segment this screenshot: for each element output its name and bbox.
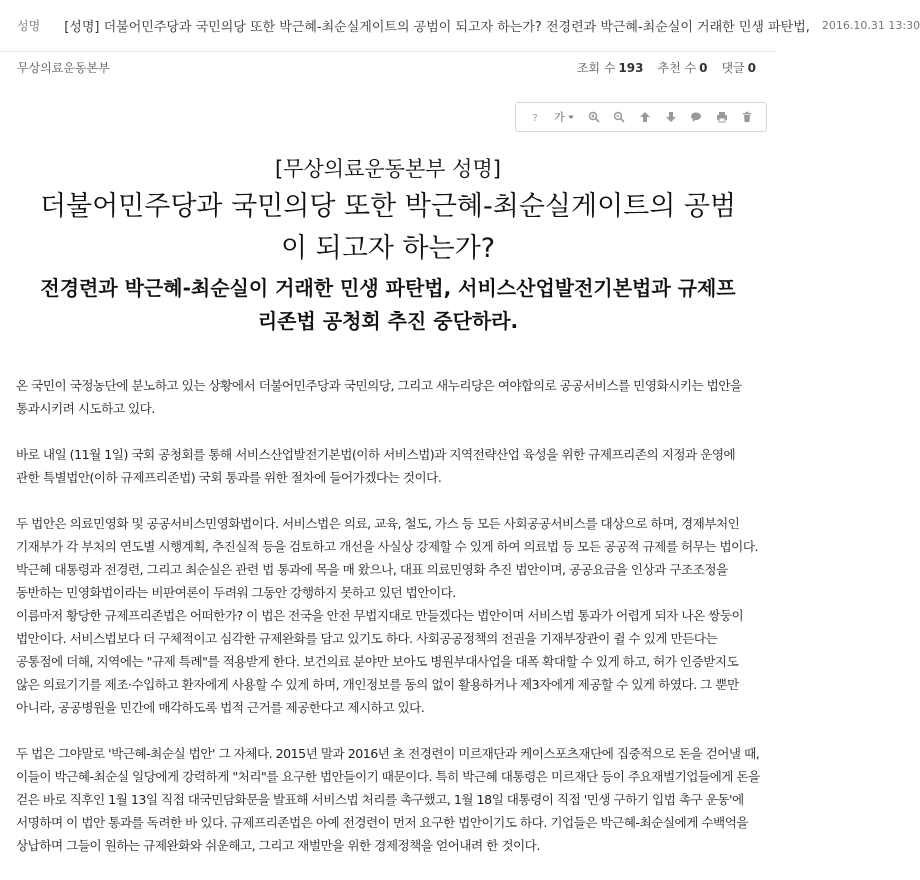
statement-org-heading: [무상의료운동본부 성명]: [275, 157, 501, 181]
comment-icon[interactable]: [684, 105, 708, 129]
post-category[interactable]: 성명: [17, 19, 41, 33]
views-stat: [577, 59, 644, 76]
statement-subheading: 전경련과 박근혜-최순실이 거래한 민생 파탄법, 서비스산업발전기본법과 규제프리존법 공청회 추진 중단하라.: [40, 276, 736, 333]
zoom-out-icon[interactable]: [607, 105, 631, 129]
print-icon[interactable]: [710, 105, 734, 129]
likes-stat: [658, 59, 708, 76]
post-title[interactable]: [성명] 더불어민주당과 국민의당 또한 박근혜-최순실게이트의 공범이 되고자 하는가? 전경련과 박근혜-최순실이 거래한 민생 파탄법,: [64, 20, 810, 35]
paragraph: 두 법은 그야말로 '박근혜-최순실 법안' 그 자체다. 2015년 말과 2016년 초 전경련이 미르재단과 케이스포츠재단에 집중적으로 돈을 걷어낼 때, 이들이 박근혜-최순실 일당에게 강력하게 "처리"를 요구한 법안들이기 때문이다. 특히 박근혜 대통령은 미르재단 등이 주요재벌기업들에게 돈을 걷은 바로 직후인 1월 13일 직접 대국민담화문을 발표해 서비스법 처리를 촉구했고, 1월 18일 대통령이 직접 '민생 구하기 입법 촉구 운동'에 서명하며 이 법안 통과를 독려한 바 있다. 규제프리존법은 아예 전경련이 먼저 요구한 법안이기도 하다. 기업들은 박근혜-최순실에게 수백억을 상납하며 그들이 원하는 규제완화와 쉬운해고, 그리고 재벌만을 위한 경제정책을 얻어내려 한 것이다.: [16, 746, 760, 853]
paragraph: 바로 내일 (11월 1일) 국회 공청회를 통해 서비스산업발전기본법(이하 서비스법)과 지역전략산업 육성을 위한 규제프리존의 지정과 운영에 관한 특별법안(이하 규제프리존법) 국회 통과를 위한 절차에 들어가겠다는 것이다.: [16, 447, 736, 485]
likes-label: 추천 수: [657, 61, 697, 75]
svg-text:?: ?: [532, 113, 538, 124]
comments-count: 0: [747, 61, 756, 75]
arrow-down-icon[interactable]: [659, 105, 683, 129]
delete-icon[interactable]: [735, 105, 759, 129]
caret-down-icon: [567, 113, 575, 121]
comments-label: 댓글: [721, 61, 745, 75]
font-size-label: 가: [553, 111, 565, 124]
views-label: 조회 수: [576, 61, 616, 75]
likes-count: 0: [699, 61, 708, 75]
help-icon[interactable]: [523, 105, 547, 129]
article-body: [16, 374, 761, 880]
statement-main-heading: 더불어민주당과 국민의당 또한 박근혜-최순실게이트의 공범이 되고자 하는가?: [39, 191, 737, 264]
document-toolbar: [515, 102, 767, 132]
font-size-dropdown[interactable]: [548, 105, 580, 129]
arrow-up-icon[interactable]: [633, 105, 657, 129]
paragraph: 이름마저 황당한 규제프리존법은 어떠한가? 이 법은 전국을 안전 무법지대로 만들겠다는 법안이며 서비스법 통과가 어렵게 되자 나온 쌍둥이 법안이다. 서비스법보다 더 구체적이고 심각한 규제완화를 담고 있기도 하다. 사회공공정책의 전권을 기재부장관이 쥘 수 있게 만든다는 공통점에 더해, 지역에는 "규제 특례"를 적용받게 한다. 보건의료 분야만 보아도 병원부대사업을 대폭 확대할 수 있게 하고, 허가 인증받지도 않은 의료기기를 제조·수입하고 환자에게 사용할 수 있게 하며, 개인정보를 동의 없이 활용하거나 제3자에게 제공할 수 있게 하였다. 그 뿐만 아니라, 공공병원을 민간에 매각하도록 법적 근거를 제공한다고 제시하고 있다.: [16, 608, 744, 715]
post-meta-bar: [0, 52, 776, 83]
paragraph: 두 법안은 의료민영화 및 공공서비스민영화법이다. 서비스법은 의료, 교육, 철도, 가스 등 모든 사회공공서비스를 대상으로 하며, 경제부처인 기재부가 각 부처의 연도별 시행계획, 추진실적 등을 검토하고 개선을 사실상 강제할 수 있게 하여 의료법 등 모든 공공적 규제를 허무는 법이다. 박근혜 대통령과 전경련, 그리고 최순실은 관련 법 통과에 목을 매 왔으나, 대표 의료민영화 추진 법안이며, 공공요금을 인상과 구조조정을 동반하는 민영화법이라는 비판여론이 두려워 그동안 강행하지 못하고 있던 법안이다.: [16, 516, 759, 600]
zoom-in-icon[interactable]: [582, 105, 606, 129]
author-name[interactable]: 무상의료운동본부: [17, 61, 110, 75]
views-count: 193: [618, 61, 644, 75]
post-title-bar: [0, 0, 920, 52]
paragraph: 온 국민이 국정농단에 분노하고 있는 상황에서 더불어민주당과 국민의당, 그리고 새누리당은 여야합의로 공공서비스를 민영화시키는 법안을 통과시키려 시도하고 있다.: [16, 378, 742, 416]
comments-stat: [721, 59, 756, 76]
post-date: 2016.10.31 13:30: [821, 19, 920, 32]
